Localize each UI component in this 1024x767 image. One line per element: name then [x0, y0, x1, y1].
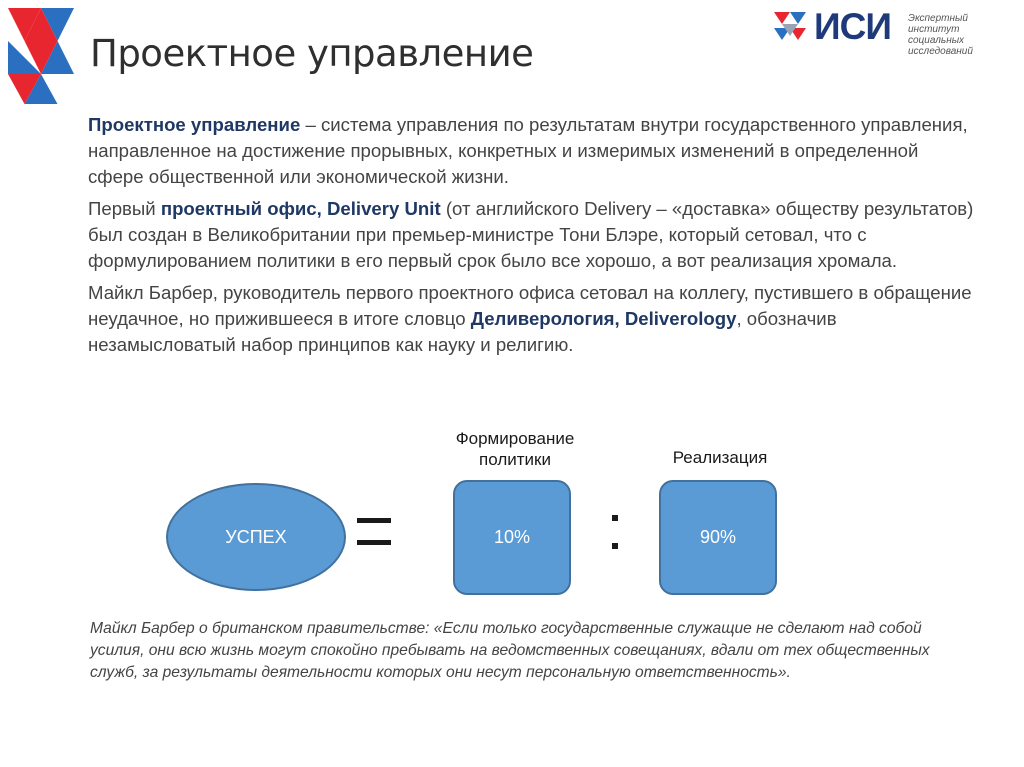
- realization-value: 90%: [699, 527, 737, 547]
- body-text: [88, 112, 978, 364]
- success-oval: [166, 483, 346, 591]
- term-delivery-unit: проектный офис, Delivery Unit: [160, 198, 441, 219]
- policy-label: Формирование политики: [455, 429, 575, 469]
- triangles-logo: [8, 8, 74, 104]
- brand-logo: [770, 6, 1015, 57]
- paragraph-delivery-unit: [88, 196, 978, 274]
- deliverology-after: , обозначив незамысловатый набор принципов как науку и религию.: [88, 308, 837, 355]
- slide-title: Проектное управление: [90, 32, 534, 75]
- barber-quote: Майкл Барбер о британском правительстве: «Если только государственные служащие не сделают над собой усилия, они всю жизнь могут спокойно пребывать на ведомственных совещаниях, вдали от тех общественных служб, за результаты деятельности которых они несут персональную ответственность».: [90, 620, 930, 681]
- paragraph-deliverology: [88, 280, 978, 358]
- brand-description: Экспертный институт социальных исследований: [908, 13, 973, 57]
- term-deliverology: Деливерология, Deliverology: [470, 308, 737, 329]
- paragraph-definition: [88, 112, 978, 190]
- definition-text: – система управления по результатам внутри государственного управления, направленное на достижение прорывных, конкретных и измеримых изменений в определенной сфере общественной или экономической жизни.: [88, 114, 968, 187]
- realization-box: [659, 480, 777, 595]
- policy-value: 10%: [493, 527, 531, 547]
- delivery-after: (от английского Delivery – «доставка» обществу результатов) был создан в Великобритании при премьер-министре Тони Блэре, который сетовал, что с формулированием политики в его первый срок было все хорошо, а вот реализация хромала.: [88, 198, 974, 271]
- brand-mark-icon: [770, 10, 814, 46]
- deliverology-before: Майкл Барбер, руководитель первого проектного офиса сетовал на коллегу, пустившего в обращение неудачное, но прижившееся в итоге словцо: [88, 282, 972, 329]
- ratio-colon: [610, 513, 620, 551]
- equals-sign: [357, 518, 391, 546]
- delivery-before: Первый: [88, 198, 161, 219]
- brand-name: ИСИ: [814, 6, 891, 47]
- realization-label: Реализация: [672, 448, 768, 467]
- success-label: УСПЕХ: [225, 526, 287, 547]
- policy-box: [453, 480, 571, 595]
- term-project-management: Проектное управление: [88, 114, 301, 135]
